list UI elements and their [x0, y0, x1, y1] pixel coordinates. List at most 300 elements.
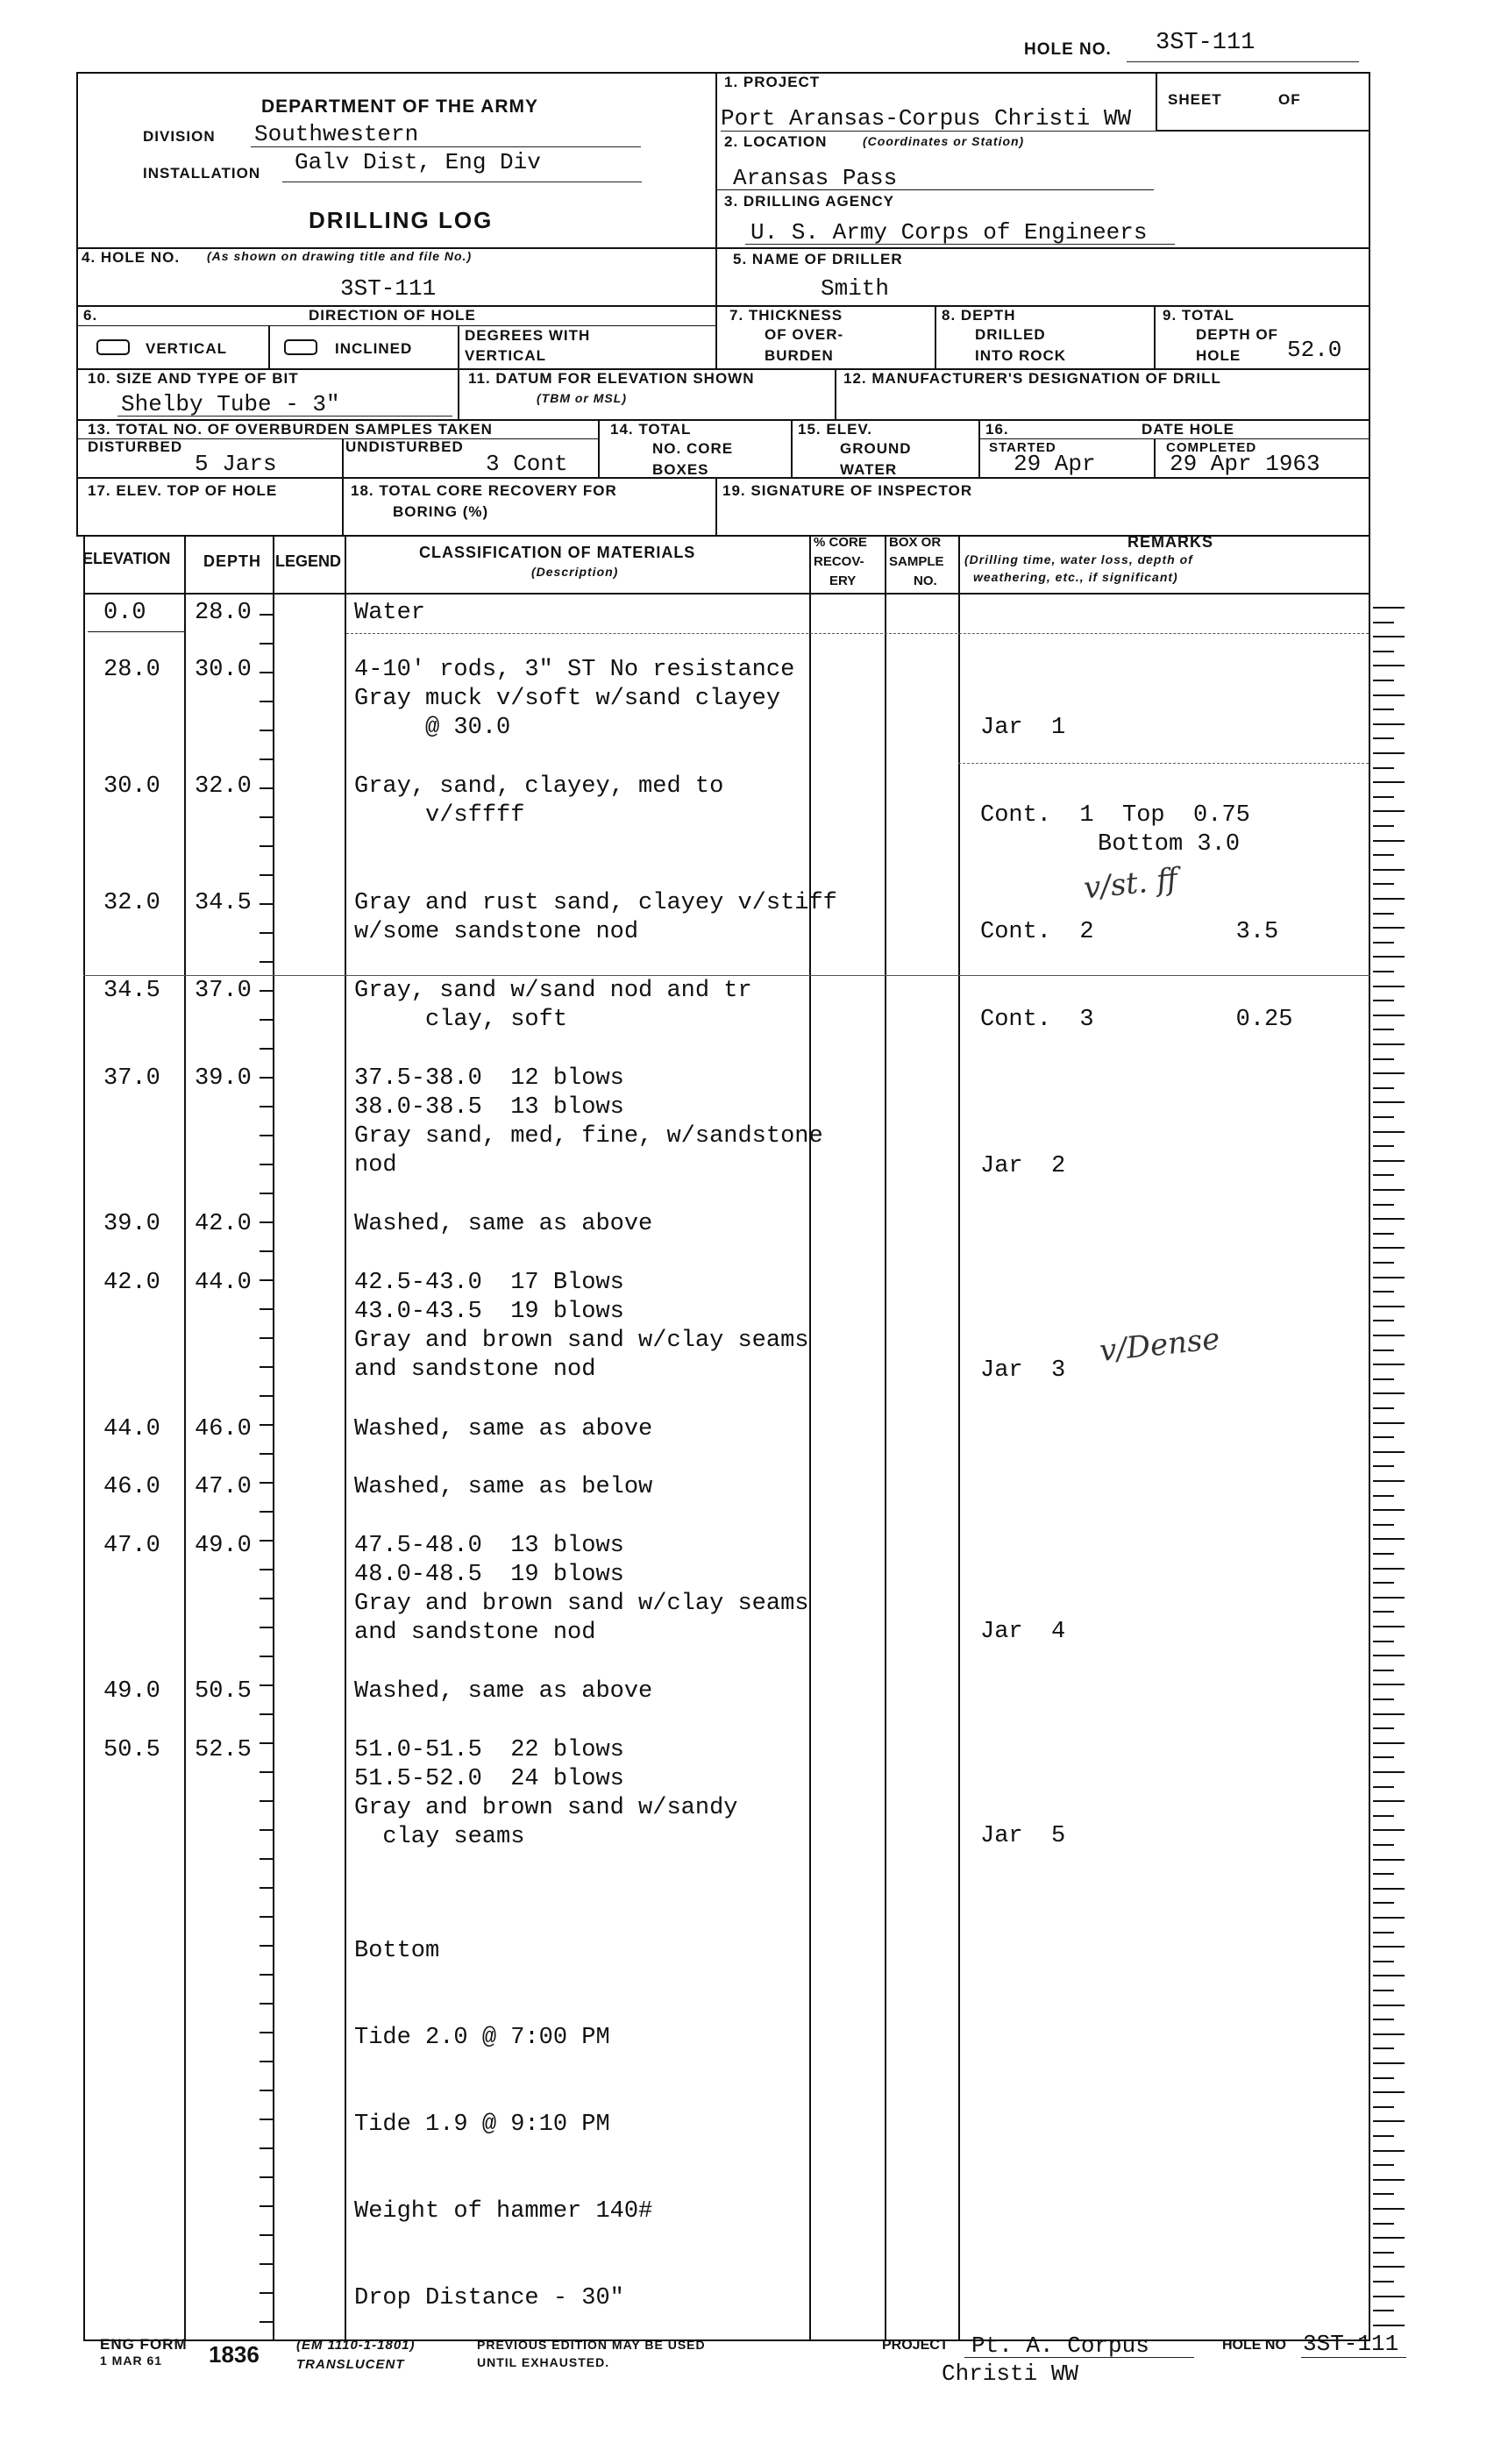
form-title: DRILLING LOG — [309, 207, 494, 233]
margin-tick — [1373, 1131, 1405, 1133]
sheet-of-label: OF — [1278, 91, 1301, 108]
margin-tick — [1373, 1553, 1394, 1555]
margin-tick — [1373, 752, 1405, 754]
remark-entry: Cont. 3 0.25 — [980, 1007, 1293, 1033]
margin-tick — [1373, 2033, 1405, 2035]
signature-label: 19. SIGNATURE OF INSPECTOR — [722, 482, 973, 499]
margin-tick — [1373, 1218, 1405, 1220]
legend-tick — [260, 1250, 273, 1252]
bit-value: Shelby Tube - 3" — [121, 391, 340, 417]
hole-no-value: 3ST-111 — [1156, 30, 1255, 56]
degrees-label-1: DEGREES WITH — [465, 327, 591, 344]
core-boxes-label-1: 14. TOTAL — [610, 421, 692, 438]
margin-tick — [1373, 1204, 1394, 1206]
margin-tick — [1373, 1771, 1405, 1773]
classification-line: Gray, sand, clayey, med to — [354, 773, 724, 800]
margin-tick — [1373, 1189, 1405, 1191]
margin-tick — [1373, 1873, 1394, 1875]
classification-line: 38.0-38.5 13 blows — [354, 1094, 624, 1121]
margin-tick — [1373, 869, 1405, 871]
row-classification — [354, 1415, 652, 1444]
legend-tick — [260, 1308, 273, 1310]
margin-tick — [1373, 1597, 1405, 1599]
legend-tick — [260, 1771, 273, 1773]
legend-tick — [260, 1135, 273, 1136]
row-classification — [354, 773, 723, 830]
classification-line: Washed, same as above — [354, 1416, 653, 1442]
legend-tick — [260, 903, 273, 905]
inclined-checkbox[interactable] — [284, 339, 317, 355]
legend-tick — [260, 845, 273, 847]
legend-tick — [260, 1829, 273, 1831]
row-depth: 39.0 — [195, 1065, 252, 1092]
margin-tick — [1373, 2296, 1405, 2297]
margin-tick — [1373, 1101, 1405, 1103]
margin-tick — [1373, 1917, 1405, 1919]
margin-tick — [1373, 665, 1405, 666]
margin-tick — [1373, 636, 1405, 637]
driller-label: 5. NAME OF DRILLER — [733, 251, 903, 267]
margin-tick — [1373, 1756, 1394, 1758]
margin-tick — [1373, 1291, 1394, 1293]
form-label-1: ENG FORM — [100, 2336, 188, 2353]
agency-value: U. S. Army Corps of Engineers — [750, 219, 1148, 246]
legend-tick — [260, 1019, 273, 1021]
classification-line: w/some sandstone nod — [354, 919, 639, 945]
margin-tick — [1373, 651, 1394, 652]
footer-project-value-1: Pt. A. Corpus — [971, 2332, 1149, 2359]
elev-top-label: 17. ELEV. TOP OF HOLE — [88, 482, 278, 499]
margin-tick — [1373, 796, 1394, 798]
legend-tick — [260, 1540, 273, 1542]
legend-tick — [260, 1511, 273, 1513]
row-depth: 50.5 — [195, 1678, 252, 1705]
thickness-label-3: BURDEN — [765, 347, 834, 364]
legend-tick — [260, 2263, 273, 2265]
margin-tick — [1373, 1670, 1394, 1671]
classification-line: clay seams — [354, 1824, 525, 1850]
margin-tick — [1373, 1451, 1405, 1453]
row-depth: 44.0 — [195, 1270, 252, 1296]
classification-line: nod — [354, 1152, 397, 1179]
margin-tick — [1373, 1975, 1405, 1976]
classification-line: Gray and brown sand w/clay seams — [354, 1328, 809, 1354]
margin-tick — [1373, 1116, 1394, 1118]
completed-label: COMPLETED — [1166, 440, 1257, 455]
classification-line: 51.0-51.5 22 blows — [354, 1737, 624, 1763]
classification-line: Gray and brown sand w/clay seams — [354, 1591, 809, 1617]
row-elevation: 39.0 — [103, 1211, 160, 1237]
margin-tick — [1373, 1932, 1394, 1933]
row-elevation: 50.5 — [103, 1737, 160, 1763]
margin-tick — [1373, 622, 1394, 623]
direction-label: DIRECTION OF HOLE — [309, 307, 476, 324]
margin-tick — [1373, 1422, 1405, 1424]
row-depth: 28.0 — [195, 600, 252, 626]
margin-tick — [1373, 1015, 1405, 1016]
legend-tick — [260, 2321, 273, 2323]
margin-tick — [1373, 1043, 1405, 1045]
legend-tick — [260, 2119, 273, 2120]
division-label: DIVISION — [143, 128, 216, 145]
legend-tick — [260, 1106, 273, 1107]
legend-tick — [260, 1887, 273, 1889]
ground-water-label-3: WATER — [840, 461, 898, 478]
legend-tick — [260, 2205, 273, 2207]
row-elevation: 47.0 — [103, 1533, 160, 1559]
margin-tick — [1373, 942, 1394, 944]
ground-water-label-1: 15. ELEV. — [798, 421, 872, 438]
legend-tick — [260, 1279, 273, 1281]
legend-tick — [260, 787, 273, 789]
margin-tick — [1373, 883, 1394, 885]
margin-tick — [1373, 1538, 1405, 1540]
legend-tick — [260, 2176, 273, 2178]
remark-entry: Jar 2 — [980, 1153, 1066, 1179]
classification-line: clay, soft — [354, 1007, 568, 1033]
legend-tick — [260, 1858, 273, 1860]
row-depth: 52.5 — [195, 1737, 252, 1763]
col-sample-1: BOX OR — [889, 535, 942, 550]
margin-tick — [1373, 2077, 1394, 2079]
classification-line: Gray and brown sand w/sandy — [354, 1795, 738, 1821]
row-classification — [354, 1677, 652, 1706]
legend-tick — [260, 2147, 273, 2149]
margin-tick — [1373, 898, 1405, 900]
margin-tick — [1373, 2208, 1405, 2210]
row-elevation: 30.0 — [103, 773, 160, 800]
col-classification: CLASSIFICATION OF MATERIALS — [419, 544, 696, 561]
legend-tick — [260, 1974, 273, 1976]
margin-tick — [1373, 2106, 1394, 2108]
datum-hint: (TBM or MSL) — [537, 391, 627, 405]
row-elevation: 49.0 — [103, 1678, 160, 1705]
hole-no-field-value: 3ST-111 — [340, 275, 437, 302]
legend-tick — [260, 2292, 273, 2294]
classification-line: 51.5-52.0 24 blows — [354, 1766, 624, 1792]
previous-edition-1: PREVIOUS EDITION MAY BE USED — [477, 2338, 706, 2352]
department-label: DEPARTMENT OF THE ARMY — [261, 96, 538, 117]
margin-tick — [1373, 1350, 1394, 1351]
classification-line: 42.5-43.0 17 Blows — [354, 1270, 624, 1296]
remark-entry: Bottom 3.0 — [1098, 831, 1241, 858]
legend-tick — [260, 1684, 273, 1686]
margin-tick — [1373, 1480, 1405, 1482]
legend-tick — [260, 672, 273, 673]
classification-line: 4-10' rods, 3" ST No resistance — [354, 657, 795, 683]
margin-tick — [1373, 2310, 1394, 2311]
margin-tick — [1373, 2325, 1405, 2326]
margin-tick — [1373, 1946, 1405, 1948]
margin-tick — [1373, 1247, 1405, 1249]
col-sample-2: SAMPLE — [889, 554, 944, 569]
legend-tick — [260, 1569, 273, 1570]
classification-line: v/sffff — [354, 802, 525, 829]
row-classification — [354, 1736, 737, 1852]
col-sample-3: NO. — [914, 573, 937, 588]
row-depth: 47.0 — [195, 1474, 252, 1500]
manufacturer-label: 12. MANUFACTURER'S DESIGNATION OF DRILL — [843, 370, 1221, 387]
row-depth: 49.0 — [195, 1533, 252, 1559]
margin-tick — [1373, 1742, 1405, 1744]
sheet-label: SHEET — [1168, 91, 1222, 108]
legend-tick — [260, 701, 273, 702]
legend-tick — [260, 1193, 273, 1194]
legend-tick — [260, 1482, 273, 1484]
row-classification — [354, 1269, 808, 1385]
project-value: Port Aransas-Corpus Christi WW — [721, 105, 1132, 132]
legend-tick — [260, 758, 273, 760]
handwritten-note-1: v/st. ff — [1082, 861, 1180, 907]
row-elevation: 46.0 — [103, 1474, 160, 1500]
remark-entry: Jar 5 — [980, 1823, 1066, 1849]
col-recovery-3: ERY — [829, 573, 857, 588]
legend-tick — [260, 990, 273, 992]
margin-tick — [1373, 1684, 1405, 1685]
bottom-note: Tide 1.9 @ 9:10 PM — [354, 2111, 610, 2138]
legend-tick — [260, 1656, 273, 1657]
installation-value: Galv Dist, Eng Div — [295, 149, 541, 175]
margin-tick — [1373, 781, 1405, 783]
row-depth: 37.0 — [195, 978, 252, 1004]
legend-tick — [260, 1048, 273, 1050]
margin-tick — [1373, 825, 1394, 827]
margin-tick — [1373, 1524, 1394, 1526]
total-depth-label-3: HOLE — [1196, 347, 1241, 364]
row-classification — [354, 1065, 823, 1180]
classification-line: Washed, same as below — [354, 1474, 653, 1500]
margin-tick — [1373, 1320, 1394, 1321]
vertical-label: VERTICAL — [146, 340, 227, 357]
recovery-label-2: BORING (%) — [393, 503, 489, 520]
total-depth-value: 52.0 — [1287, 337, 1342, 363]
legend-tick — [260, 1627, 273, 1628]
date-num: 16. — [985, 421, 1009, 438]
footer-project-label: PROJECT — [882, 2338, 949, 2353]
margin-tick — [1373, 1174, 1394, 1176]
row-classification — [354, 599, 425, 628]
margin-tick — [1373, 854, 1394, 856]
legend-tick — [260, 816, 273, 818]
core-boxes-label-2: NO. CORE — [652, 440, 734, 457]
row-classification — [354, 977, 752, 1035]
classification-line: Washed, same as above — [354, 1211, 653, 1237]
legend-tick — [260, 730, 273, 731]
margin-tick — [1373, 694, 1405, 696]
classification-line: @ 30.0 — [354, 715, 511, 741]
remark-entry: Cont. 1 Top 0.75 — [980, 802, 1250, 829]
bottom-note: Weight of hammer 140# — [354, 2198, 653, 2225]
margin-tick — [1373, 2120, 1405, 2122]
row-classification — [354, 1473, 652, 1502]
margin-tick — [1373, 1713, 1405, 1715]
margin-tick — [1373, 723, 1405, 725]
margin-tick — [1373, 2281, 1394, 2282]
margin-tick — [1373, 1000, 1394, 1001]
classification-line: 43.0-43.5 19 blows — [354, 1299, 624, 1325]
row-elevation: 37.0 — [103, 1065, 160, 1092]
hole-no-field-hint: (As shown on drawing title and file No.) — [207, 249, 473, 263]
margin-tick — [1373, 1829, 1405, 1831]
margin-tick — [1373, 1335, 1405, 1336]
margin-tick — [1373, 1990, 1394, 1991]
legend-tick — [260, 1366, 273, 1368]
classification-line: Gray sand, med, fine, w/sandstone — [354, 1123, 823, 1150]
margin-tick — [1373, 1378, 1394, 1380]
legend-tick — [260, 1598, 273, 1599]
classification-line: 37.5-38.0 12 blows — [354, 1065, 624, 1092]
started-value: 29 Apr — [1014, 451, 1096, 477]
margin-tick — [1373, 1262, 1394, 1264]
legend-tick — [260, 2234, 273, 2236]
core-boxes-label-3: BOXES — [652, 461, 709, 478]
bit-label: 10. SIZE AND TYPE OF BIT — [88, 370, 299, 387]
legend-tick — [260, 1424, 273, 1426]
margin-tick — [1373, 1888, 1405, 1890]
remark-entry: Jar 3 — [980, 1357, 1066, 1384]
margin-tick — [1373, 1436, 1394, 1438]
row-classification — [354, 1210, 652, 1239]
classification-line: Gray muck v/soft w/sand clayey — [354, 686, 781, 712]
margin-tick — [1373, 2005, 1405, 2006]
bottom-note: Tide 2.0 @ 7:00 PM — [354, 2025, 610, 2051]
undisturbed-label: UNDISTURBED — [345, 438, 464, 455]
margin-tick — [1373, 913, 1394, 915]
margin-tick — [1373, 1582, 1394, 1584]
legend-tick — [260, 2061, 273, 2062]
em-label-1: (EM 1110-1-1801) — [296, 2338, 416, 2353]
location-hint: (Coordinates or Station) — [863, 134, 1025, 148]
margin-tick — [1373, 2252, 1394, 2254]
margin-tick — [1373, 1465, 1394, 1467]
legend-tick — [260, 1916, 273, 1918]
legend-tick — [260, 1395, 273, 1397]
margin-tick — [1373, 1145, 1394, 1147]
margin-tick — [1373, 1029, 1394, 1030]
bottom-notes — [354, 1879, 652, 2371]
margin-tick — [1373, 1859, 1405, 1861]
margin-tick — [1373, 986, 1405, 987]
margin-tick — [1373, 1509, 1405, 1511]
margin-tick — [1373, 2047, 1394, 2049]
margin-tick — [1373, 2019, 1394, 2020]
legend-tick — [260, 2090, 273, 2091]
legend-tick — [260, 1713, 273, 1715]
classification-line: Gray, sand w/sand nod and tr — [354, 978, 752, 1004]
recovery-label-1: 18. TOTAL CORE RECOVERY FOR — [351, 482, 617, 499]
legend-tick — [260, 643, 273, 644]
vertical-checkbox[interactable] — [96, 339, 130, 355]
margin-tick — [1373, 1058, 1394, 1060]
undisturbed-value: 3 Cont — [486, 451, 568, 477]
row-elevation: 42.0 — [103, 1270, 160, 1296]
margin-tick — [1373, 2062, 1405, 2064]
col-remarks: REMARKS — [1127, 533, 1214, 551]
footer-hole-value: 3ST-111 — [1303, 2331, 1399, 2357]
legend-tick — [260, 1742, 273, 1744]
col-remarks-hint-2: weathering, etc., if significant) — [973, 570, 1178, 584]
depth-rock-label-2: DRILLED — [975, 326, 1046, 343]
thickness-label-1: 7. THICKNESS — [729, 307, 843, 324]
classification-line: 48.0-48.5 19 blows — [354, 1562, 624, 1588]
margin-tick — [1373, 1902, 1394, 1904]
margin-tick — [1373, 1800, 1405, 1802]
completed-value: 29 Apr 1963 — [1170, 451, 1320, 477]
margin-tick — [1373, 1306, 1405, 1307]
legend-tick — [260, 1077, 273, 1079]
hole-no-label: HOLE NO. — [1024, 40, 1112, 59]
legend-tick — [260, 1800, 273, 1802]
row-elevation: 44.0 — [103, 1416, 160, 1442]
disturbed-value: 5 Jars — [195, 451, 277, 477]
remark-entry: Cont. 2 3.5 — [980, 919, 1279, 945]
margin-tick — [1373, 1844, 1394, 1846]
row-elevation: 0.0 — [103, 600, 146, 626]
legend-tick — [260, 1453, 273, 1455]
col-legend: LEGEND — [275, 552, 342, 570]
legend-tick — [260, 2003, 273, 2005]
row-depth: 46.0 — [195, 1416, 252, 1442]
classification-line: Gray and rust sand, clayey v/stiff — [354, 890, 837, 916]
installation-label: INSTALLATION — [143, 165, 261, 182]
col-recovery-2: RECOV- — [814, 554, 864, 569]
margin-tick — [1373, 1072, 1405, 1074]
margin-tick — [1373, 1277, 1405, 1278]
ground-water-label-2: GROUND — [840, 440, 912, 457]
margin-tick — [1373, 1568, 1405, 1570]
total-depth-label-1: 9. TOTAL — [1163, 307, 1234, 324]
row-depth: 42.0 — [195, 1211, 252, 1237]
remark-entry: Jar 4 — [980, 1619, 1066, 1645]
row-depth: 34.5 — [195, 890, 252, 916]
col-recovery-1: % CORE — [814, 535, 867, 550]
depth-rock-label-3: INTO ROCK — [975, 347, 1067, 364]
col-remarks-hint-1: (Drilling time, water loss, depth of — [964, 552, 1193, 566]
form-label-2: 1 MAR 61 — [100, 2354, 163, 2368]
margin-tick — [1373, 1641, 1394, 1642]
previous-edition-2: UNTIL EXHAUSTED. — [477, 2355, 610, 2369]
margin-tick — [1373, 1815, 1394, 1817]
margin-tick — [1373, 1233, 1394, 1235]
margin-tick — [1373, 2179, 1405, 2181]
legend-tick — [260, 1337, 273, 1339]
margin-tick — [1373, 971, 1394, 972]
legend-tick — [260, 932, 273, 934]
margin-tick — [1373, 1655, 1405, 1656]
legend-tick — [260, 961, 273, 963]
margin-tick — [1373, 1727, 1394, 1729]
margin-tick — [1373, 680, 1394, 681]
row-elevation: 32.0 — [103, 890, 160, 916]
remark-entry: Jar 1 — [980, 715, 1066, 741]
row-classification — [354, 1532, 808, 1648]
legend-tick — [260, 1221, 273, 1223]
row-elevation: 28.0 — [103, 657, 160, 683]
footer-project-value-2: Christi WW — [942, 2361, 1079, 2387]
footer-hole-label: HOLE NO — [1222, 2338, 1286, 2353]
classification-line: Water — [354, 600, 426, 626]
total-depth-label-2: DEPTH OF — [1196, 326, 1278, 343]
driller-value: Smith — [821, 275, 890, 302]
margin-tick — [1373, 1364, 1405, 1365]
samples-label: 13. TOTAL NO. OF OVERBURDEN SAMPLES TAKEN — [88, 421, 493, 438]
margin-tick — [1373, 1698, 1394, 1700]
bottom-note: Bottom — [354, 1938, 440, 1964]
margin-tick — [1373, 607, 1405, 609]
hole-no-field-label: 4. HOLE NO. — [82, 249, 181, 266]
row-depth: 32.0 — [195, 773, 252, 800]
legend-tick — [260, 2032, 273, 2033]
